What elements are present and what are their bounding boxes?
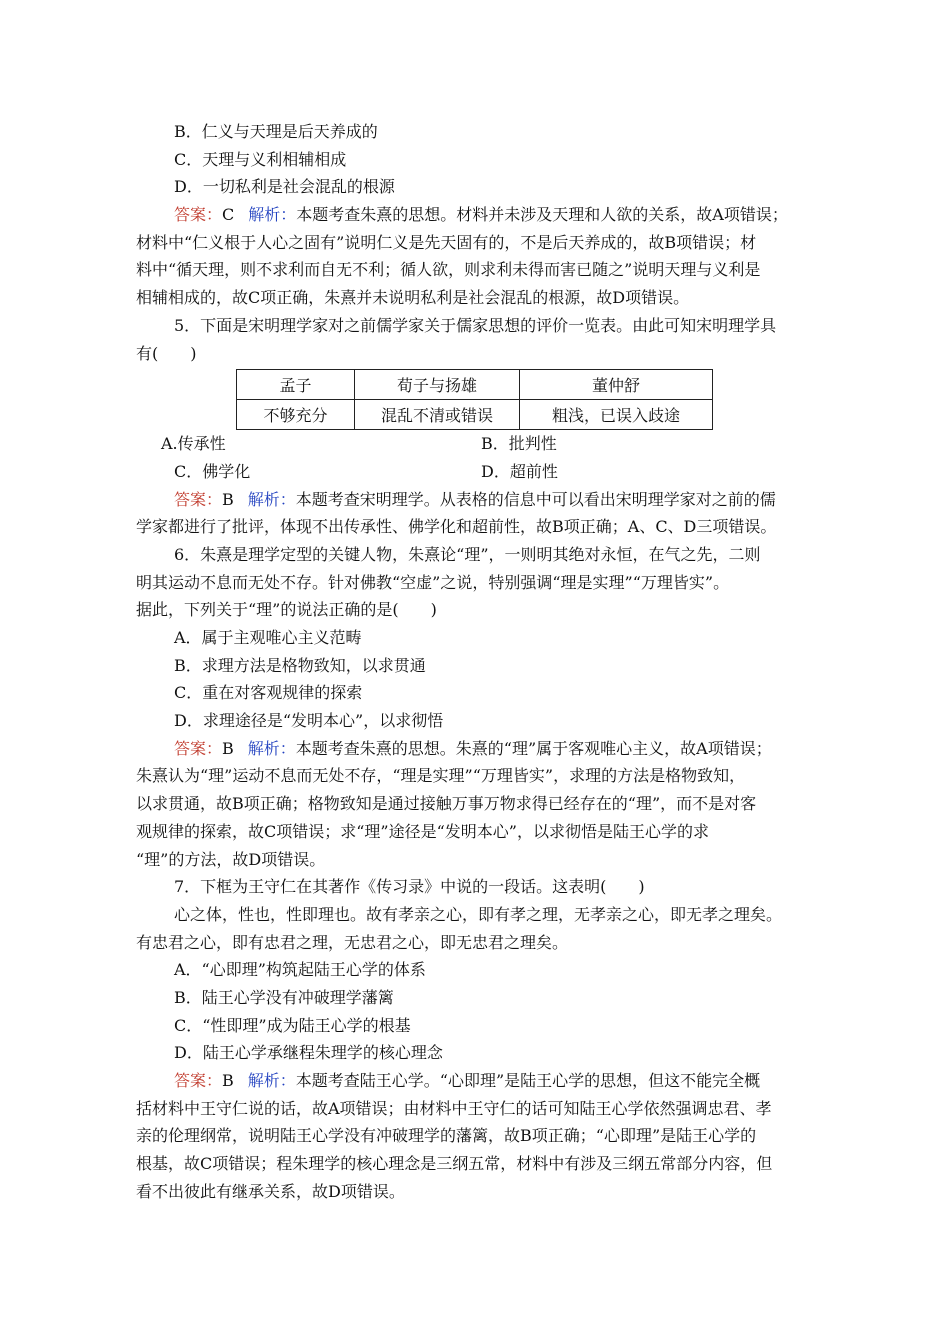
q5-answer-line — [136, 486, 816, 514]
q6-answer-line — [136, 735, 816, 763]
explanation-label: 解析： — [247, 489, 296, 509]
q6-option-a: A．属于主观唯心主义范畴 — [174, 628, 362, 647]
q6-explanation-line: 朱熹认为“理”运动不息而无处不存，“理是实理”“万理皆实”，求理的方法是格物致知， — [136, 766, 746, 786]
answer-value: B — [222, 1071, 234, 1090]
answer-value: B — [222, 489, 234, 509]
q5-option-b: B．批判性 — [481, 434, 557, 454]
table-cell: 不够充分 — [237, 400, 355, 430]
q4-option-b: B．仁义与天理是后天养成的 — [174, 122, 378, 141]
evaluation-table — [236, 369, 713, 430]
q6-explanation-line: 以求贯通，故B项正确；格物致知是通过接触万事万物求得已经存在的“理”，而不是对客 — [136, 794, 757, 814]
q4-option-c: C．天理与义利相辅相成 — [174, 149, 347, 169]
q6-stem: 据此，下列关于“理”的说法正确的是( ) — [136, 600, 437, 620]
q6-stem: 6．朱熹是理学定型的关键人物，朱熹论“理”，一则明其绝对永恒，在气之先，二则 — [174, 544, 761, 564]
explanation-text: 本题考查朱熹的思想。朱熹的“理”属于客观唯心主义，故A项错误； — [295, 738, 772, 758]
q5-option-d: D．超前性 — [481, 461, 558, 481]
q6-option-c: C．重在对客观规律的探索 — [174, 683, 363, 703]
answer-label: 答案： — [174, 1071, 223, 1090]
answer-value: B — [222, 738, 234, 758]
table-header-cell: 孟子 — [237, 370, 355, 400]
answer-label: 答案： — [174, 738, 223, 758]
q4-explanation-line: 材料中“仁义根于人心之固有”说明仁义是先天固有的，不是后天养成的，故B项错误；材 — [136, 232, 757, 252]
q4-option-d: D．一切私利是社会混乱的根源 — [174, 177, 395, 197]
table-cell: 混乱不清或错误 — [355, 400, 520, 430]
q6-option-b: B．求理方法是格物致知，以求贯通 — [174, 655, 426, 675]
q5-options-row — [136, 458, 816, 486]
q7-option-b: B．陆王心学没有冲破理学藩篱 — [174, 987, 394, 1007]
q4-answer-line — [136, 201, 816, 229]
q5-option-c: C．佛学化 — [174, 461, 251, 481]
answer-label: 答案： — [174, 205, 223, 225]
q7-answer-line — [136, 1067, 816, 1095]
q7-explanation-line: 根基，故C项错误；程朱理学的核心理念是三纲五常，材料中有涉及三纲五常部分内容，但 — [136, 1154, 773, 1174]
q6-explanation-line: “理”的方法，故D项错误。 — [136, 849, 326, 869]
q7-quote: 有忠君之心，即有忠君之理，无忠君之心，即无忠君之理矣。 — [136, 932, 569, 952]
q5-options-row — [136, 430, 816, 458]
q5-stem: 5．下面是宋明理学家对之前儒学家关于儒家思想的评价一览表。由此可知宋明理学具 — [174, 315, 777, 335]
q7-explanation-line: 括材料中王守仁说的话，故A项错误；由材料中王守仁的话可知陆王心学依然强调忠君、孝 — [136, 1098, 772, 1118]
table-row — [237, 400, 713, 430]
q4-explanation-line: 相辅相成的，故C项正确，朱熹并未说明私利是社会混乱的根源，故D项错误。 — [136, 288, 690, 308]
document-page — [136, 118, 816, 1205]
q5-stem: 有( ) — [136, 343, 197, 363]
q7-option-a: A．“心即理”构筑起陆王心学的体系 — [174, 960, 426, 980]
q6-stem: 明其运动不息而无处不存。针对佛教“空虚”之说，特别强调“理是实理”“万理皆实”。 — [136, 572, 730, 592]
answer-label: 答案： — [174, 489, 223, 509]
explanation-text: 本题考查宋明理学。从表格的信息中可以看出宋明理学家对之前的儒 — [295, 489, 776, 509]
q6-option-d: D．求理途径是“发明本心”，以求彻悟 — [174, 711, 444, 731]
q7-option-c: C．“性即理”成为陆王心学的根基 — [174, 1015, 411, 1035]
explanation-label: 解析： — [247, 738, 296, 758]
explanation-text: 本题考查朱熹的思想。材料并未涉及天理和人欲的关系，故A项错误； — [296, 205, 788, 225]
table-cell: 粗浅，已误入歧途 — [520, 400, 713, 430]
explanation-text: 本题考查陆王心学。“心即理”是陆王心学的思想，但这不能完全概 — [295, 1071, 761, 1090]
explanation-label: 解析： — [248, 205, 297, 225]
q7-explanation-line: 看不出彼此有继承关系，故D项错误。 — [136, 1181, 405, 1201]
q7-quote: 心之体，性也，性即理也。故有孝亲之心，即有孝之理，无孝亲之心，即无孝之理矣。 — [174, 904, 783, 924]
table-header-cell: 董仲舒 — [520, 370, 713, 400]
q5-explanation-line: 学家都进行了批评，体现不出传承性、佛学化和超前性，故B项正确；A、C、D三项错误。 — [136, 517, 777, 537]
answer-value: C — [222, 205, 235, 225]
table-row — [237, 370, 713, 400]
q4-explanation-line: 料中“循天理，则不求利而自无不利；循人欲，则求利未得而害已随之”说明天理与义利是 — [136, 260, 761, 280]
q6-explanation-line: 观规律的探索，故C项错误；求“理”途径是“发明本心”，以求彻悟是陆王心学的求 — [136, 821, 709, 841]
q7-explanation-line: 亲的伦理纲常，说明陆王心学没有冲破理学的藩篱，故B项正确；“心即理”是陆王心学的 — [136, 1126, 757, 1146]
explanation-label: 解析： — [247, 1071, 296, 1090]
q7-option-d: D．陆王心学承继程朱理学的核心理念 — [174, 1043, 443, 1063]
q5-option-a: A.传承性 — [161, 434, 226, 454]
table-header-cell: 荀子与扬雄 — [355, 370, 520, 400]
q7-stem: 7．下框为王守仁在其著作《传习录》中说的一段话。这表明( ) — [174, 877, 645, 897]
